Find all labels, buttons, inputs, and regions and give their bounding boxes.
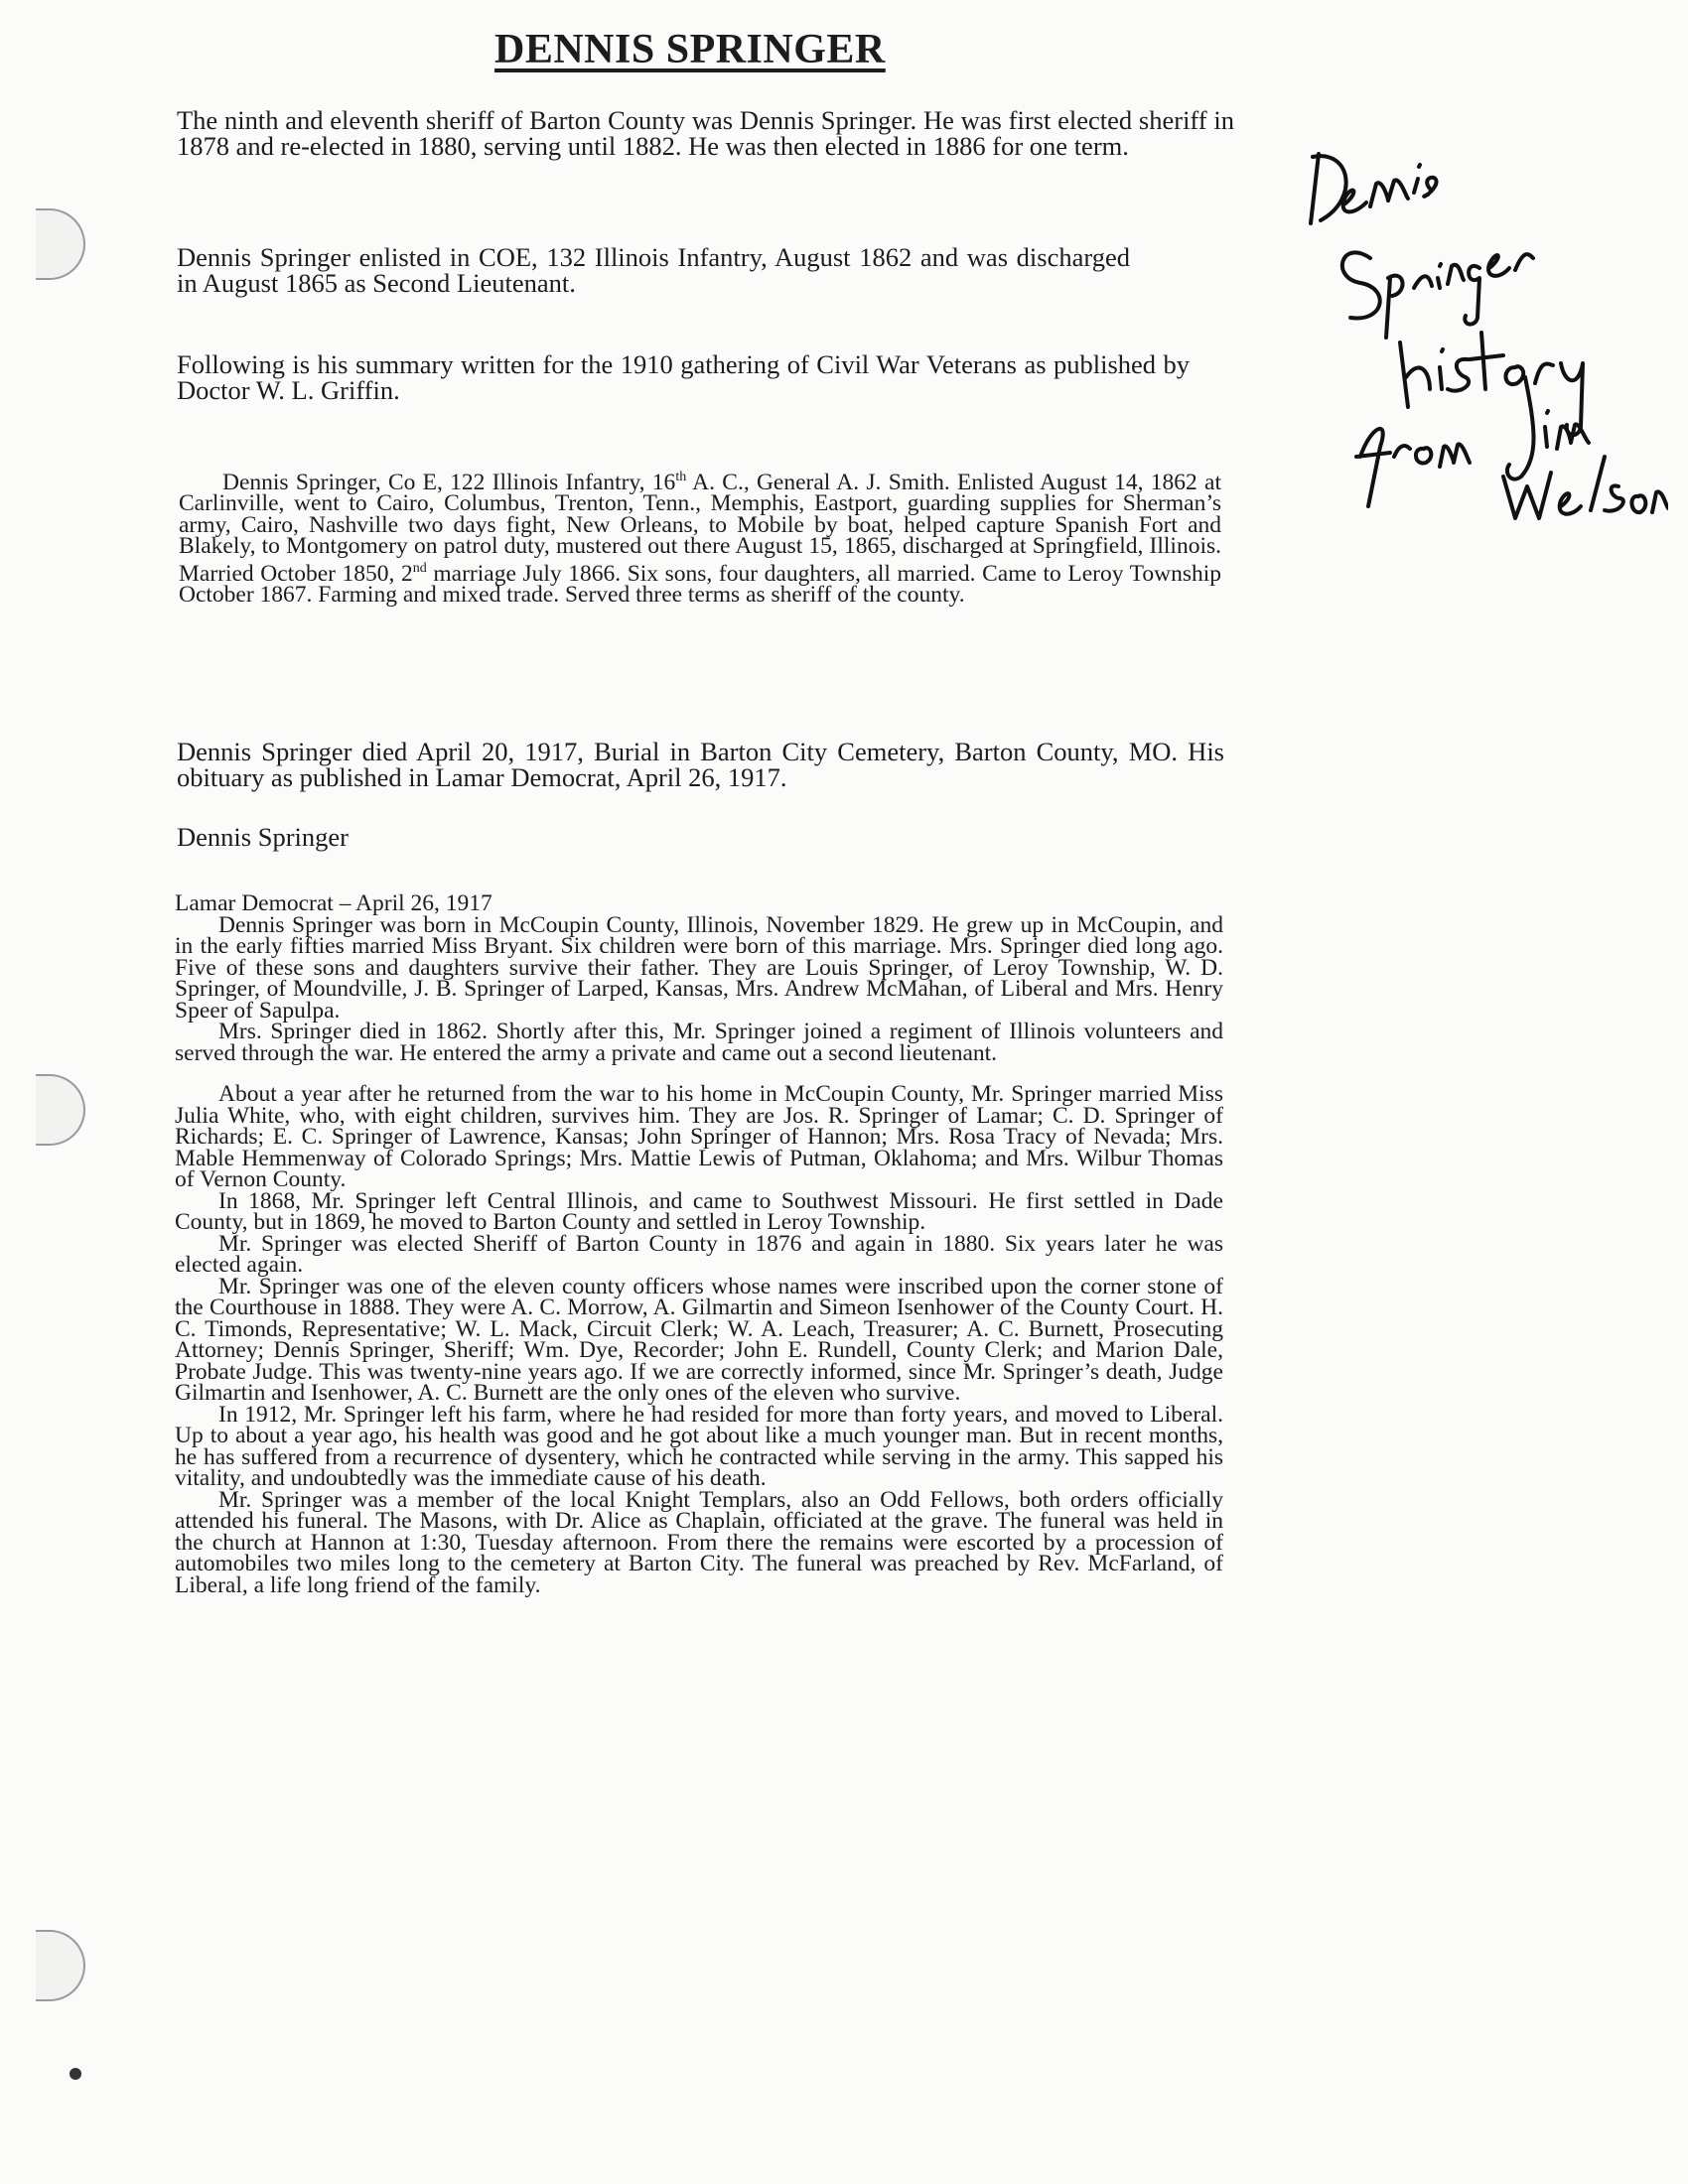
obituary-paragraph: Mr. Springer was one of the eleven county officers whose names were inscribed upon the corner stone of the Courthouse in 1888. They were A. C. Morrow, A. Gilmartin and Simeon Isenhower of the County Court. H. C. Timonds, Representative; W. L. Mack, Circuit Clerk; W. A. Leach, Treasurer; A. C. Burnett, Prosecuting Attorney; Dennis Springer, Sheriff; Wm. Dye, Recorder; John E. Rundell, County Clerk; and Marion Dale, Probate Judge. This was twenty-nine years ago. If we are correctly informed, since Mr. Springer’s death, Judge Gilmartin and Isenhower, A. C. Burnett are the only ones of the eleven who survive.: [175, 1273, 1223, 1406]
punch-hole: [36, 1930, 85, 2001]
obituary-paragraph: In 1868, Mr. Springer left Central Illinois, and came to Southwest Missouri. He first settled in Dade County, but in 1869, he moved to Barton County and settled in Leroy Township.: [175, 1187, 1223, 1235]
obituary-paragraph: Mr. Springer was a member of the local Knight Templars, also an Odd Fellows, both orders officially attended his funeral. The Masons, with Dr. Alice as Chaplain, officiated at the grave. The funeral was held in the church at Hannon at 1:30, Tuesday afternoon. From there the remains were escorted by a procession of automobiles two miles long to the cemetery at Barton City. The funeral was preached by Rev. McFarland, of Liberal, a life long friend of the family.: [175, 1486, 1223, 1598]
summary-intro-paragraph: Following is his summary written for the 1910 gathering of Civil War Veterans as published by Doctor W. L. Griffin.: [177, 349, 1190, 405]
obituary-section: [175, 890, 1223, 1598]
handwriting-signature-icon: [1291, 129, 1668, 526]
page-title: DENNIS SPRINGER: [494, 27, 886, 72]
scan-speck: [70, 2068, 81, 2080]
obituary-paragraph: Mr. Springer was elected Sheriff of Barton County in 1876 and again in 1880. Six years later he was elected again.: [175, 1230, 1223, 1278]
summary-intro-section: [177, 351, 1190, 403]
obituary-heading-block: [177, 824, 1221, 850]
summary-section: [179, 467, 1221, 607]
obituary-paragraph: In 1912, Mr. Springer left his farm, where he had resided for more than forty years, and moved to Liberal. Up to about a year ago, his health was good and he got about like a much younger man. But in recent months, he has suffered from a recurrence of dysentery, which he contracted while serving in the army. This sapped his vitality, and undoubtedly was the immediate cause of his death.: [175, 1401, 1223, 1491]
punch-hole: [36, 208, 85, 280]
death-section: [177, 739, 1224, 790]
obituary-paragraph: About a year after he returned from the war to his home in McCoupin County, Mr. Springer married Miss Julia White, who, with eight children, survives him. They are Jos. R. Springer of Lamar; C. D. Springer of Richards; E. C. Springer of Lawrence, Kansas; John Springer of Hannon; Mrs. Rosa Tracy of Nevada; Mrs. Mable Hemmenway of Colorado Springs; Mrs. Mattie Lewis of Putman, Oklahoma; and Mrs. Wilbur Thomas of Vernon County.: [175, 1081, 1223, 1192]
enlistment-paragraph: Dennis Springer enlisted in COE, 132 Illinois Infantry, August 1862 and was discharged in August 1865 as Second Lieutenant.: [177, 242, 1130, 298]
handwritten-note: [1291, 129, 1668, 526]
obituary-source: Lamar Democrat – April 26, 1917: [175, 890, 492, 916]
summary-paragraph: Dennis Springer, Co E, 122 Illinois Infantry, 16th A. C., General A. J. Smith. Enlisted August 14, 1862 at Carlinville, went to Cairo, Columbus, Trenton, Tenn., Memphis, Eastport, guarding supplies for Sherman’s army, Cairo, Nashville two days fight, New Orleans, to Mobile by boat, helped capture Spanish Fort and Blakely, to Montgomery on patrol duty, mustered out there August 15, 1865, discharged at Springfield, Illinois. Married October 1850, 2nd marriage July 1866. Six sons, four daughters, all married. Came to Leroy Township October 1867. Farming and mixed trade. Served three terms as sheriff of the county.: [179, 469, 1221, 609]
intro-section: [177, 107, 1234, 159]
obituary-paragraph: Mrs. Springer died in 1862. Shortly after this, Mr. Springer joined a regiment of Illinois volunteers and served through the war. He entered the army a private and came out a second lieutenant.: [175, 1019, 1223, 1066]
intro-paragraph: The ninth and eleventh sheriff of Barton County was Dennis Springer. He was first elected sheriff in 1878 and re-elected in 1880, serving until 1882. He was then elected in 1886 for one term.: [177, 105, 1234, 161]
enlistment-section: [177, 244, 1130, 296]
punch-hole: [36, 1074, 85, 1146]
obituary-heading: Dennis Springer: [177, 822, 349, 852]
death-paragraph: Dennis Springer died April 20, 1917, Burial in Barton City Cemetery, Barton County, MO. His obituary as published in Lamar Democrat, April 26, 1917.: [177, 737, 1224, 792]
obituary-paragraph: Dennis Springer was born in McCoupin County, Illinois, November 1829. He grew up in McCoupin, and in the early fifties married Miss Bryant. Six children were born of this marriage. Mrs. Springer died long ago. Five of these sons and daughters survive their father. They are Louis Springer, of Leroy Township, W. D. Springer, of Moundville, J. B. Springer of Larped, Kansas, Mrs. Andrew McMahan, of Liberal and Mrs. Henry Speer of Sapulpa.: [175, 911, 1223, 1024]
